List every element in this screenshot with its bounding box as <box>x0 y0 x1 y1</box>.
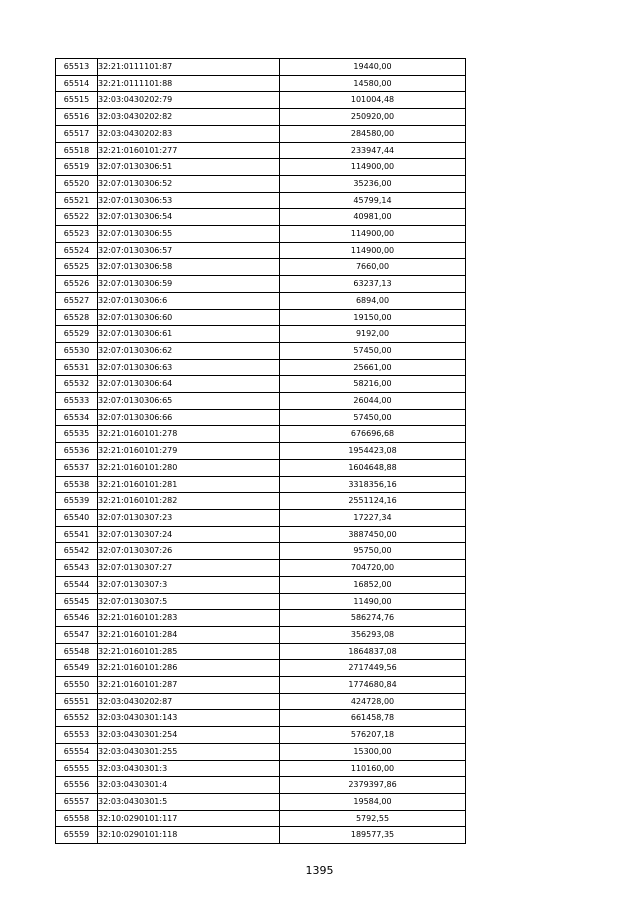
cadastral-value-cell: 114900,00 <box>280 226 466 243</box>
cadastral-number-cell: 32:03:0430301:255 <box>98 743 280 760</box>
cadastral-number-cell: 32:07:0130306:60 <box>98 309 280 326</box>
table-row <box>56 326 466 343</box>
cadastral-value-cell: 57450,00 <box>280 342 466 359</box>
row-number-cell: 65536 <box>56 443 98 460</box>
table-row <box>56 777 466 794</box>
table-row <box>56 593 466 610</box>
cadastral-number-cell: 32:21:0160101:280 <box>98 459 280 476</box>
cadastral-value-cell: 3318356,16 <box>280 476 466 493</box>
table-row <box>56 793 466 810</box>
cadastral-value-cell: 14580,00 <box>280 75 466 92</box>
cadastral-number-cell: 32:21:0160101:283 <box>98 610 280 627</box>
row-number-cell: 65515 <box>56 92 98 109</box>
table-row <box>56 443 466 460</box>
cadastral-value-cell: 1774680,84 <box>280 677 466 694</box>
cadastral-number-cell: 32:03:0430202:79 <box>98 92 280 109</box>
cadastral-number-cell: 32:21:0160101:286 <box>98 660 280 677</box>
cadastral-value-cell: 19150,00 <box>280 309 466 326</box>
cadastral-number-cell: 32:07:0130307:5 <box>98 593 280 610</box>
cadastral-number-cell: 32:03:0430301:143 <box>98 710 280 727</box>
table-row <box>56 242 466 259</box>
table-row <box>56 827 466 844</box>
cadastral-value-cell: 250920,00 <box>280 109 466 126</box>
cadastral-value-cell: 114900,00 <box>280 242 466 259</box>
row-number-cell: 65531 <box>56 359 98 376</box>
row-number-cell: 65538 <box>56 476 98 493</box>
cadastral-number-cell: 32:07:0130306:59 <box>98 276 280 293</box>
cadastral-value-cell: 110160,00 <box>280 760 466 777</box>
cadastral-number-cell: 32:07:0130306:57 <box>98 242 280 259</box>
cadastral-number-cell: 32:10:0290101:117 <box>98 810 280 827</box>
table-row <box>56 276 466 293</box>
cadastral-number-cell: 32:21:0160101:282 <box>98 493 280 510</box>
row-number-cell: 65545 <box>56 593 98 610</box>
row-number-cell: 65528 <box>56 309 98 326</box>
table-row <box>56 810 466 827</box>
cadastral-value-cell: 3887450,00 <box>280 526 466 543</box>
row-number-cell: 65544 <box>56 576 98 593</box>
row-number-cell: 65541 <box>56 526 98 543</box>
table-row <box>56 626 466 643</box>
cadastral-value-cell: 17227,34 <box>280 509 466 526</box>
cadastral-number-cell: 32:03:0430301:254 <box>98 727 280 744</box>
row-number-cell: 65555 <box>56 760 98 777</box>
cadastral-value-cell: 11490,00 <box>280 593 466 610</box>
table-row <box>56 560 466 577</box>
row-number-cell: 65558 <box>56 810 98 827</box>
cadastral-value-cell: 45799,14 <box>280 192 466 209</box>
cadastral-value-cell: 6894,00 <box>280 292 466 309</box>
table-row <box>56 175 466 192</box>
cadastral-value-cell: 5792,55 <box>280 810 466 827</box>
row-number-cell: 65519 <box>56 159 98 176</box>
cadastral-value-cell: 586274,76 <box>280 610 466 627</box>
row-number-cell: 65529 <box>56 326 98 343</box>
cadastral-value-cell: 63237,13 <box>280 276 466 293</box>
cadastral-number-cell: 32:07:0130307:26 <box>98 543 280 560</box>
cadastral-value-cell: 114900,00 <box>280 159 466 176</box>
cadastral-number-cell: 32:07:0130307:24 <box>98 526 280 543</box>
table-row <box>56 342 466 359</box>
cadastral-value-cell: 704720,00 <box>280 560 466 577</box>
cadastral-number-cell: 32:03:0430301:4 <box>98 777 280 794</box>
row-number-cell: 65559 <box>56 827 98 844</box>
row-number-cell: 65527 <box>56 292 98 309</box>
cadastral-value-cell: 233947,44 <box>280 142 466 159</box>
row-number-cell: 65546 <box>56 610 98 627</box>
cadastral-value-cell: 189577,35 <box>280 827 466 844</box>
row-number-cell: 65537 <box>56 459 98 476</box>
table-row <box>56 743 466 760</box>
table-row <box>56 376 466 393</box>
table-row <box>56 75 466 92</box>
cadastral-value-cell: 19584,00 <box>280 793 466 810</box>
table-row <box>56 710 466 727</box>
row-number-cell: 65551 <box>56 693 98 710</box>
cadastral-value-cell: 101004,48 <box>280 92 466 109</box>
table-row <box>56 259 466 276</box>
cadastral-number-cell: 32:21:0111101:87 <box>98 59 280 76</box>
table-row <box>56 226 466 243</box>
table-row <box>56 393 466 410</box>
cadastral-number-cell: 32:07:0130306:58 <box>98 259 280 276</box>
cadastral-value-cell: 15300,00 <box>280 743 466 760</box>
cadastral-number-cell: 32:21:0160101:279 <box>98 443 280 460</box>
cadastral-number-cell: 32:07:0130306:55 <box>98 226 280 243</box>
row-number-cell: 65518 <box>56 142 98 159</box>
table-row <box>56 693 466 710</box>
page-number: 1395 <box>305 864 334 877</box>
cadastral-value-cell: 661458,78 <box>280 710 466 727</box>
row-number-cell: 65552 <box>56 710 98 727</box>
cadastral-value-cell: 1864837,08 <box>280 643 466 660</box>
cadastral-number-cell: 32:03:0430301:5 <box>98 793 280 810</box>
cadastral-number-cell: 32:03:0430202:87 <box>98 693 280 710</box>
table-row <box>56 727 466 744</box>
row-number-cell: 65514 <box>56 75 98 92</box>
table-row <box>56 59 466 76</box>
table-row <box>56 142 466 159</box>
row-number-cell: 65530 <box>56 342 98 359</box>
row-number-cell: 65513 <box>56 59 98 76</box>
cadastral-number-cell: 32:07:0130306:63 <box>98 359 280 376</box>
row-number-cell: 65539 <box>56 493 98 510</box>
cadastral-number-cell: 32:21:0160101:284 <box>98 626 280 643</box>
table-row <box>56 459 466 476</box>
cadastral-number-cell: 32:21:0160101:281 <box>98 476 280 493</box>
cadastral-number-cell: 32:03:0430202:83 <box>98 125 280 142</box>
cadastral-value-cell: 284580,00 <box>280 125 466 142</box>
row-number-cell: 65523 <box>56 226 98 243</box>
row-number-cell: 65556 <box>56 777 98 794</box>
table-row <box>56 476 466 493</box>
table-row <box>56 526 466 543</box>
cadastral-value-cell: 2551124,16 <box>280 493 466 510</box>
row-number-cell: 65525 <box>56 259 98 276</box>
table-row <box>56 660 466 677</box>
row-number-cell: 65547 <box>56 626 98 643</box>
table-row <box>56 426 466 443</box>
table-row <box>56 610 466 627</box>
cadastral-number-cell: 32:07:0130307:23 <box>98 509 280 526</box>
cadastral-value-cell: 58216,00 <box>280 376 466 393</box>
cadastral-number-cell: 32:21:0160101:285 <box>98 643 280 660</box>
row-number-cell: 65554 <box>56 743 98 760</box>
cadastral-number-cell: 32:07:0130306:54 <box>98 209 280 226</box>
cadastral-number-cell: 32:07:0130306:64 <box>98 376 280 393</box>
cadastral-number-cell: 32:07:0130306:53 <box>98 192 280 209</box>
row-number-cell: 65553 <box>56 727 98 744</box>
row-number-cell: 65533 <box>56 393 98 410</box>
table-row <box>56 643 466 660</box>
cadastral-number-cell: 32:07:0130306:62 <box>98 342 280 359</box>
cadastral-value-cell: 25661,00 <box>280 359 466 376</box>
cadastral-value-cell: 7660,00 <box>280 259 466 276</box>
cadastral-number-cell: 32:07:0130307:27 <box>98 560 280 577</box>
cadastral-value-cell: 576207,18 <box>280 727 466 744</box>
cadastral-value-cell: 19440,00 <box>280 59 466 76</box>
row-number-cell: 65543 <box>56 560 98 577</box>
cadastral-value-cell: 9192,00 <box>280 326 466 343</box>
cadastral-number-cell: 32:03:0430301:3 <box>98 760 280 777</box>
cadastral-value-table <box>55 58 466 844</box>
table-row <box>56 543 466 560</box>
table-row <box>56 192 466 209</box>
table-row <box>56 359 466 376</box>
row-number-cell: 65517 <box>56 125 98 142</box>
table-body <box>56 59 466 844</box>
table-row <box>56 125 466 142</box>
cadastral-number-cell: 32:21:0160101:287 <box>98 677 280 694</box>
table-row <box>56 209 466 226</box>
table-row <box>56 760 466 777</box>
row-number-cell: 65532 <box>56 376 98 393</box>
cadastral-value-cell: 2379397,86 <box>280 777 466 794</box>
table-row <box>56 409 466 426</box>
row-number-cell: 65535 <box>56 426 98 443</box>
cadastral-value-cell: 16852,00 <box>280 576 466 593</box>
cadastral-value-cell: 1604648,88 <box>280 459 466 476</box>
cadastral-value-cell: 40981,00 <box>280 209 466 226</box>
row-number-cell: 65548 <box>56 643 98 660</box>
row-number-cell: 65542 <box>56 543 98 560</box>
row-number-cell: 65522 <box>56 209 98 226</box>
row-number-cell: 65550 <box>56 677 98 694</box>
cadastral-value-cell: 676696,68 <box>280 426 466 443</box>
table-row <box>56 576 466 593</box>
table-row <box>56 109 466 126</box>
cadastral-number-cell: 32:10:0290101:118 <box>98 827 280 844</box>
table-row <box>56 677 466 694</box>
cadastral-value-cell: 26044,00 <box>280 393 466 410</box>
table-row <box>56 509 466 526</box>
cadastral-value-cell: 2717449,56 <box>280 660 466 677</box>
table-row <box>56 92 466 109</box>
cadastral-number-cell: 32:03:0430202:82 <box>98 109 280 126</box>
row-number-cell: 65549 <box>56 660 98 677</box>
cadastral-number-cell: 32:21:0160101:277 <box>98 142 280 159</box>
cadastral-value-cell: 57450,00 <box>280 409 466 426</box>
row-number-cell: 65520 <box>56 175 98 192</box>
cadastral-value-cell: 95750,00 <box>280 543 466 560</box>
cadastral-value-cell: 424728,00 <box>280 693 466 710</box>
cadastral-number-cell: 32:21:0111101:88 <box>98 75 280 92</box>
row-number-cell: 65524 <box>56 242 98 259</box>
table-row <box>56 159 466 176</box>
table-row <box>56 292 466 309</box>
table-row <box>56 309 466 326</box>
cadastral-number-cell: 32:07:0130306:6 <box>98 292 280 309</box>
cadastral-number-cell: 32:07:0130306:61 <box>98 326 280 343</box>
cadastral-value-cell: 356293,08 <box>280 626 466 643</box>
cadastral-number-cell: 32:07:0130306:52 <box>98 175 280 192</box>
cadastral-number-cell: 32:21:0160101:278 <box>98 426 280 443</box>
table-row <box>56 493 466 510</box>
cadastral-number-cell: 32:07:0130306:51 <box>98 159 280 176</box>
cadastral-number-cell: 32:07:0130307:3 <box>98 576 280 593</box>
row-number-cell: 65526 <box>56 276 98 293</box>
row-number-cell: 65534 <box>56 409 98 426</box>
cadastral-number-cell: 32:07:0130306:66 <box>98 409 280 426</box>
row-number-cell: 65557 <box>56 793 98 810</box>
row-number-cell: 65521 <box>56 192 98 209</box>
cadastral-number-cell: 32:07:0130306:65 <box>98 393 280 410</box>
row-number-cell: 65516 <box>56 109 98 126</box>
row-number-cell: 65540 <box>56 509 98 526</box>
cadastral-value-cell: 35236,00 <box>280 175 466 192</box>
cadastral-value-cell: 1954423,08 <box>280 443 466 460</box>
